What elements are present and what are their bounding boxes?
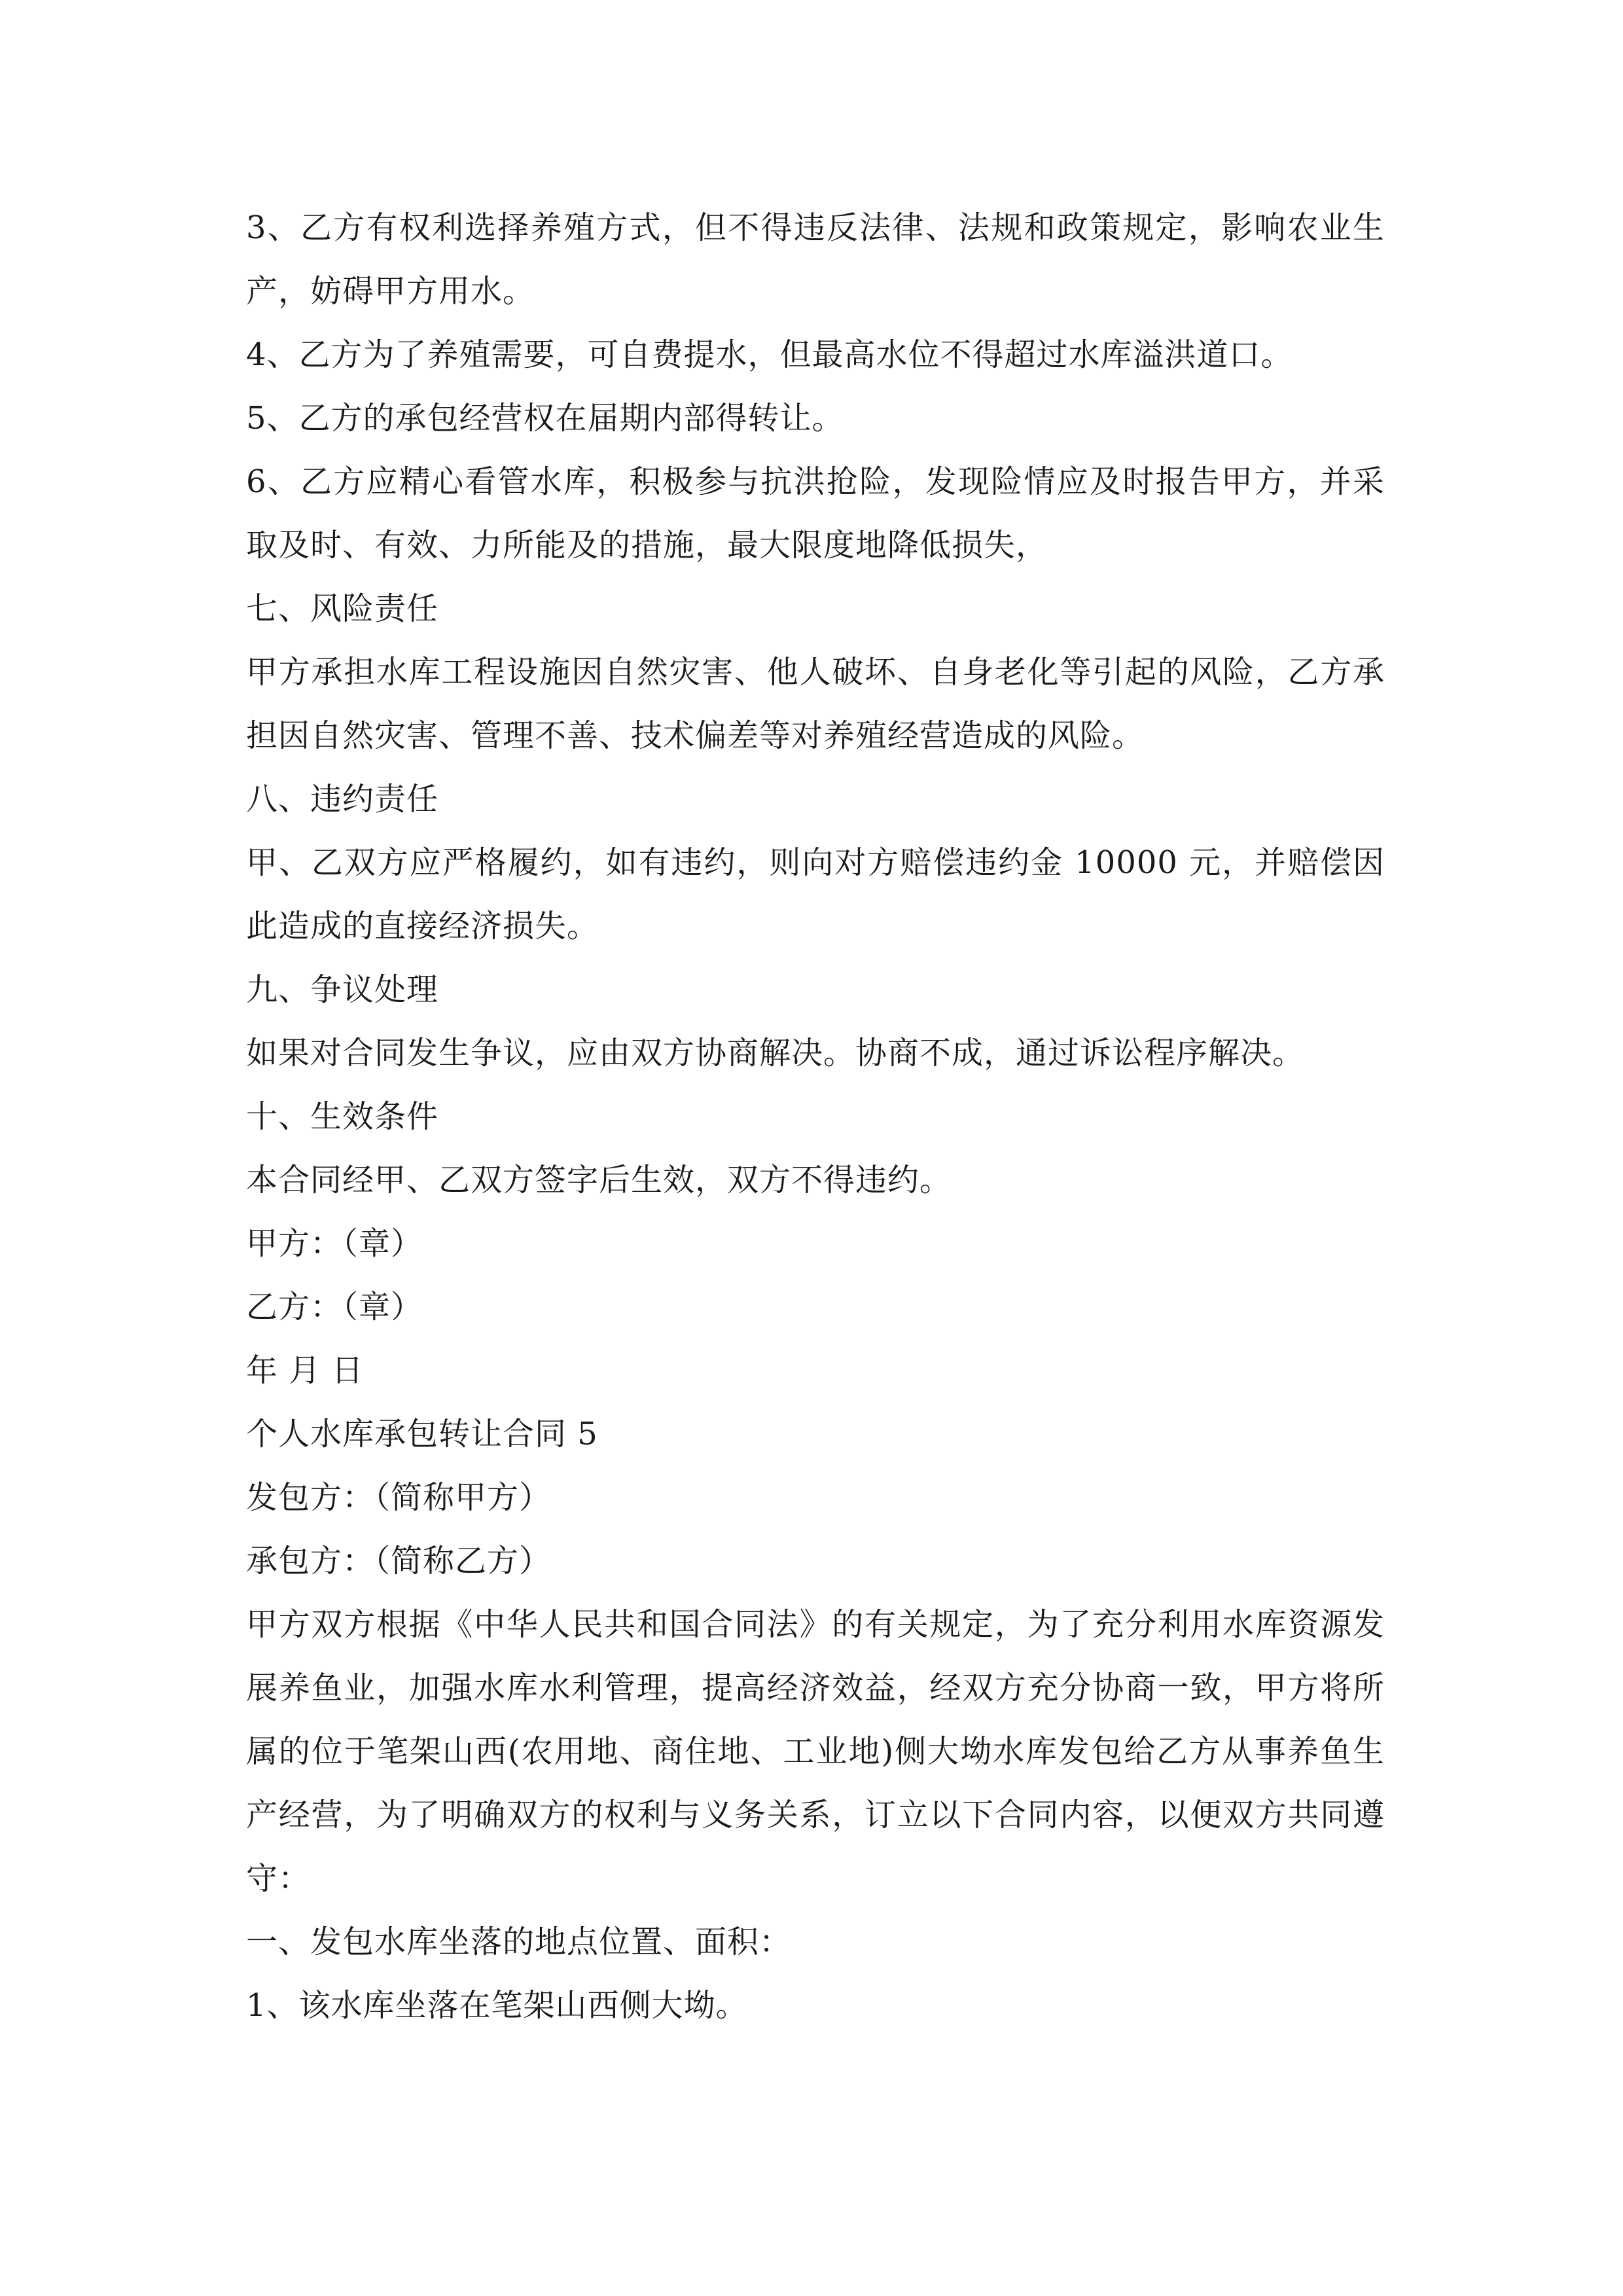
preamble-paragraph: 甲方双方根据《中华人民共和国合同法》的有关规定，为了充分利用水库资源发展养鱼业，加强水库水利管理，提高经济效益，经双方充分协商一致，甲方将所属的位于笔架山西(农用地、商住地、工业地)侧大坳水库发包给乙方从事养鱼生产经营，为了明确双方的权利与义务关系，订立以下合同内容，以便双方共同遵守： bbox=[246, 1606, 1385, 1897]
dispute-paragraph: 如果对合同发生争议，应由双方协商解决。协商不成，通过诉讼程序解决。 bbox=[246, 1035, 1305, 1071]
effect-paragraph: 本合同经甲、乙双方签字后生效，双方不得违约。 bbox=[246, 1162, 952, 1198]
section-heading-breach: 八、违约责任 bbox=[246, 781, 439, 817]
location-clause-1: 1、该水库坐落在笔架山西侧大坳。 bbox=[246, 1987, 748, 2024]
clause-4-water-level: 4、乙方为了养殖需要，可自费提水，但最高水位不得超过水库溢洪道口。 bbox=[246, 336, 1293, 373]
date-line: 年 月 日 bbox=[246, 1352, 364, 1389]
section-heading-risk: 七、风险责任 bbox=[246, 590, 439, 627]
contract-title-5: 个人水库承包转让合同 5 bbox=[246, 1416, 598, 1452]
section-heading-location: 一、发包水库坐落的地点位置、面积： bbox=[246, 1924, 792, 1960]
clause-6-flood-duty: 6、乙方应精心看管水库，积极参与抗洪抢险，发现险情应及时报告甲方，并采取及时、有效、力所能及的措施，最大限度地降低损失， bbox=[246, 463, 1385, 564]
section-heading-dispute: 九、争议处理 bbox=[246, 971, 439, 1008]
clause-5-transfer: 5、乙方的承包经营权在届期内部得转让。 bbox=[246, 400, 844, 437]
clause-3-breeding-method: 3、乙方有权利选择养殖方式，但不得违反法律、法规和政策规定，影响农业生产，妨碍甲方用水。 bbox=[246, 209, 1385, 310]
risk-paragraph: 甲方承担水库工程设施因自然灾害、他人破坏、自身老化等引起的风险，乙方承担因自然灾害、管理不善、技术偏差等对养殖经营造成的风险。 bbox=[246, 654, 1385, 754]
breach-paragraph: 甲、乙双方应严格履约，如有违约，则向对方赔偿违约金 10000 元，并赔偿因此造成的直接经济损失。 bbox=[246, 844, 1385, 944]
party-b-seal: 乙方：（章） bbox=[246, 1289, 423, 1325]
section-heading-effect: 十、生效条件 bbox=[246, 1098, 439, 1135]
issuer-line: 发包方：（简称甲方） bbox=[246, 1479, 552, 1516]
contractor-line: 承包方：（简称乙方） bbox=[246, 1543, 552, 1579]
party-a-seal: 甲方：（章） bbox=[246, 1225, 423, 1262]
document-body bbox=[246, 196, 1385, 2037]
